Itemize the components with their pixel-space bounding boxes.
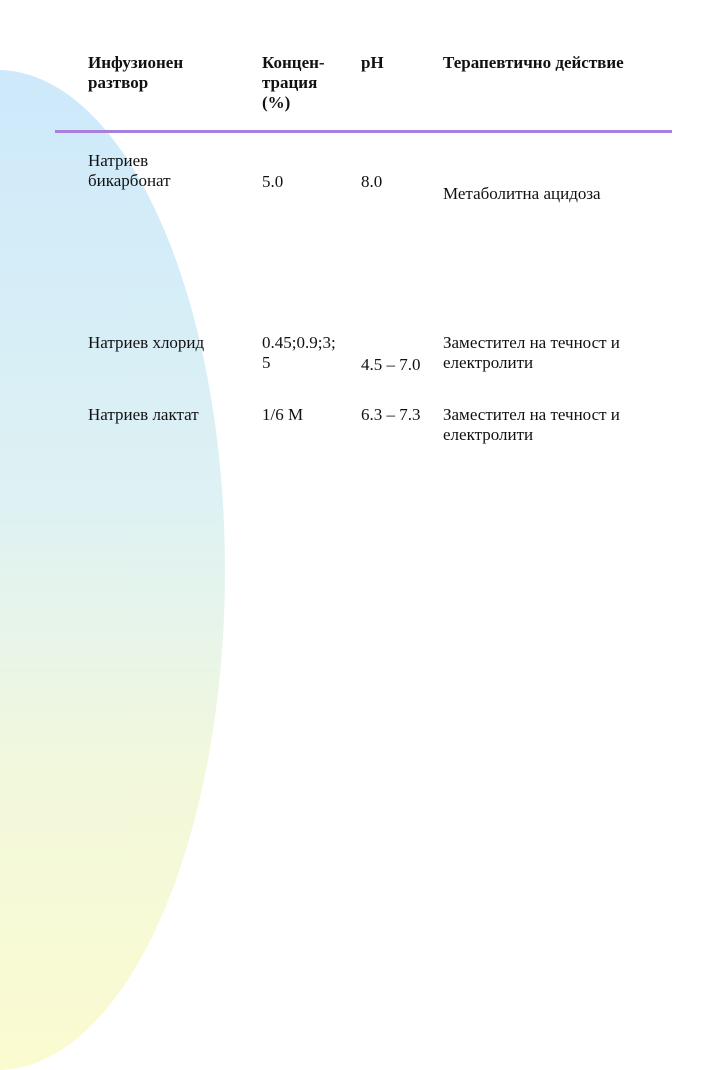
header-ph: pH [361,53,384,72]
header-concentration: Концен- трация (%) [262,53,325,112]
row-3-action: Заместител на течност и електролити [443,405,620,444]
row-2-ph: 4.5 – 7.0 [361,355,421,374]
background-arc [0,70,225,1070]
row-3-ph: 6.3 – 7.3 [361,405,421,424]
row-2-solution: Натриев хлорид [88,333,205,352]
row-3-concentration: 1/6 M [262,405,304,424]
header-divider [55,130,672,133]
row-3-solution: Натриев лактат [88,405,199,424]
row-1-action: Метаболитна ацидоза [443,184,601,203]
row-2-action: Заместител на течност и електролити [443,333,620,372]
row-1-concentration: 5.0 [262,172,284,191]
header-action: Терапевтично действие [443,53,624,72]
row-1-solution: Натриев бикарбонат [88,151,171,190]
row-1-ph: 8.0 [361,172,383,191]
header-solution: Инфузионен разтвор [88,53,184,92]
row-2-concentration: 0.45;0.9;3; 5 [262,333,336,372]
